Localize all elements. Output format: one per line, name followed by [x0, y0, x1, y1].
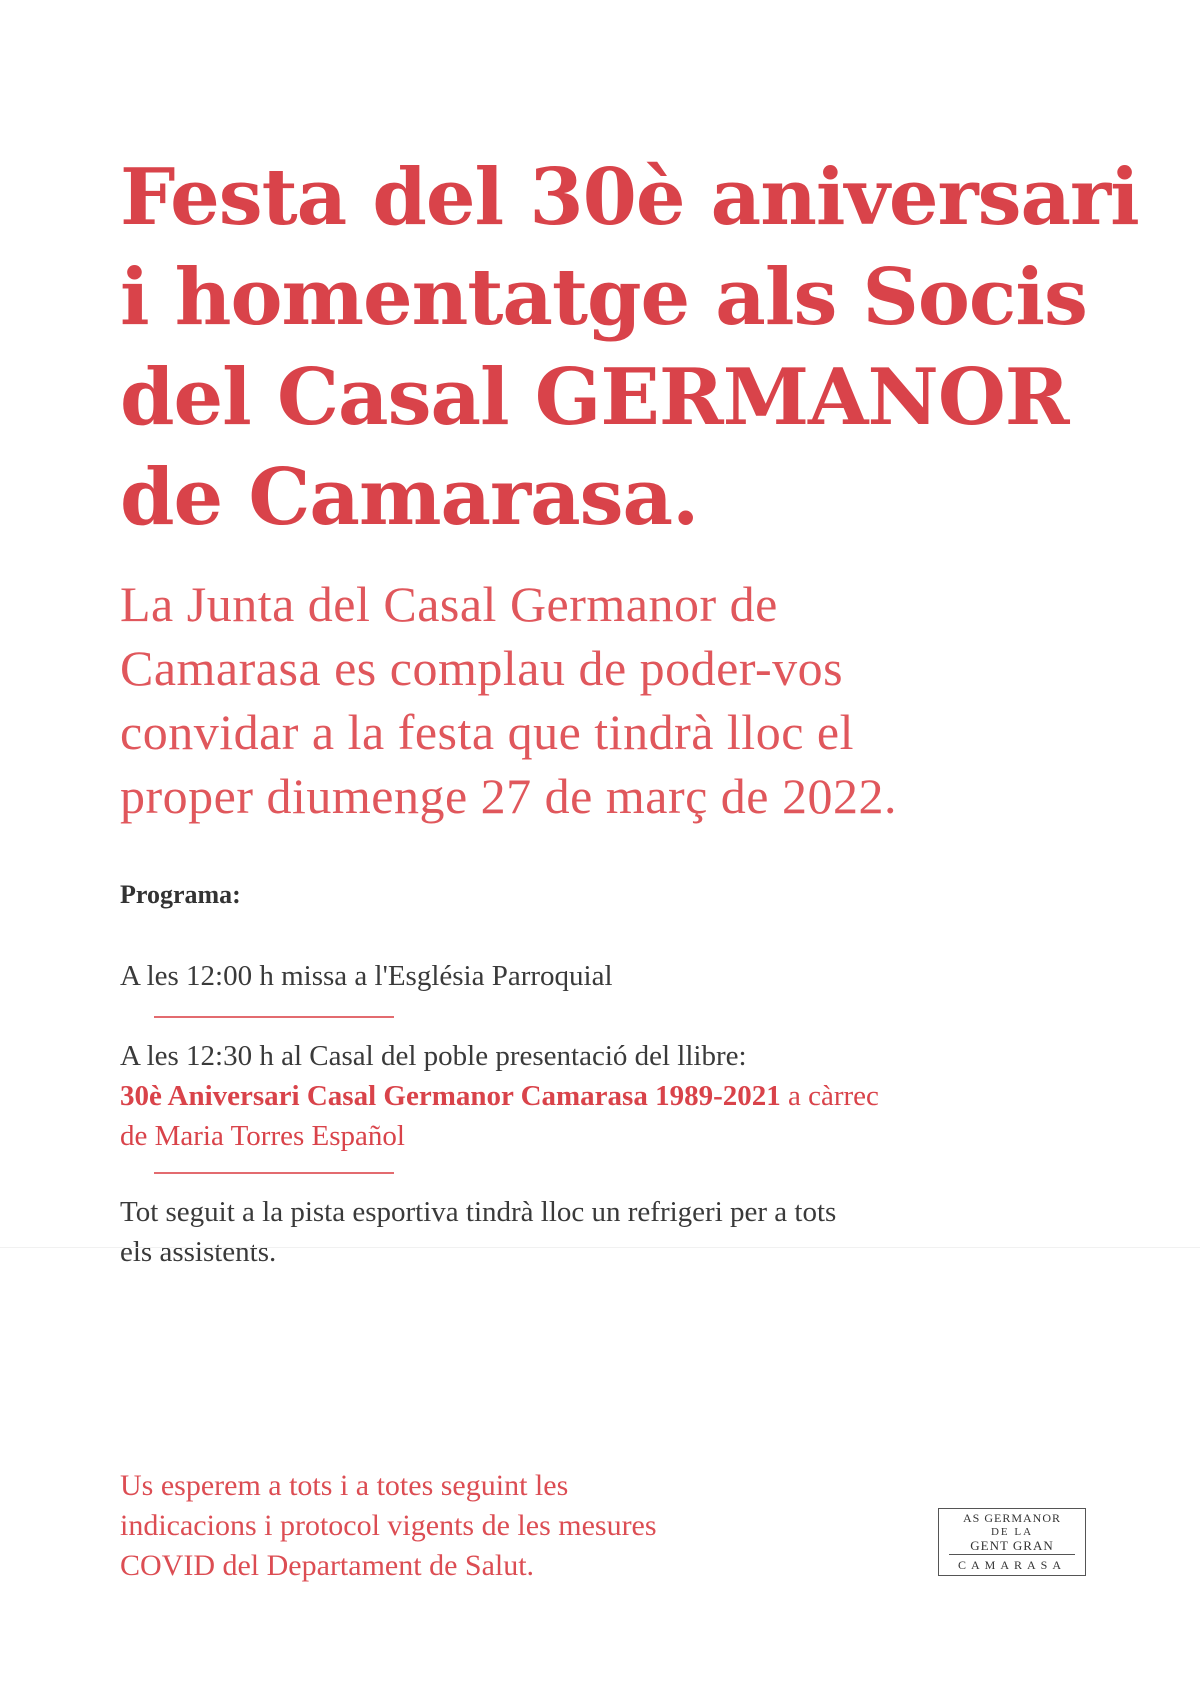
program-item-text: A les 12:30 h al Casal del poble presentació del llibre:: [120, 1040, 747, 1072]
program-item-book-presentation: [120, 1036, 1080, 1156]
closing-note: [120, 1466, 880, 1586]
casal-logo: [938, 1508, 1086, 1576]
intro-paragraph: [120, 572, 1100, 828]
title-line: de Camarasa.: [120, 452, 699, 543]
closing-line: COVID del Departament de Salut.: [120, 1549, 535, 1582]
intro-line: La Junta del Casal Germanor de: [120, 576, 778, 632]
logo-text: GENT GRAN: [970, 1538, 1054, 1553]
program-item-text: els assistents.: [120, 1236, 277, 1268]
intro-line: convidar a la festa que tindrà lloc el: [120, 704, 854, 760]
logo-text: DE LA: [990, 1526, 1034, 1538]
closing-line: indicacions i protocol vigents de les mesures: [120, 1509, 657, 1542]
program-item-text: Tot seguit a la pista esportiva tindrà lloc un refrigeri per a tots: [120, 1196, 837, 1228]
program-heading: Programa:: [120, 880, 241, 909]
program-item-text: A les 12:00 h missa a l'Església Parroquial: [120, 960, 613, 992]
program-item-refreshment: [120, 1192, 1080, 1272]
title-line: del Casal GERMANOR: [120, 352, 1069, 443]
author-credit: de Maria Torres Español: [120, 1120, 405, 1152]
intro-line: proper diumenge 27 de març de 2022.: [120, 768, 897, 824]
logo-text: CAMARASA: [957, 1558, 1066, 1572]
intro-line: Camarasa es complau de poder-vos: [120, 640, 844, 696]
book-title-suffix: a càrrec: [780, 1080, 879, 1112]
logo-rule: [949, 1554, 1075, 1555]
title-line: Festa del 30è aniversari: [120, 152, 1139, 243]
scan-line: [0, 1247, 1200, 1248]
program-item-line: [120, 1076, 1080, 1116]
page-title: [120, 148, 1139, 548]
program-item-mass: [120, 956, 1080, 996]
title-line: i homentatge als Socis: [120, 252, 1087, 343]
closing-line: Us esperem a tots i a totes seguint les: [120, 1469, 569, 1502]
book-title: 30è Aniversari Casal Germanor Camarasa 1989-2021: [120, 1080, 781, 1112]
logo-text: AS GERMANOR: [962, 1511, 1061, 1525]
divider: [154, 1172, 394, 1174]
divider: [154, 1016, 394, 1018]
